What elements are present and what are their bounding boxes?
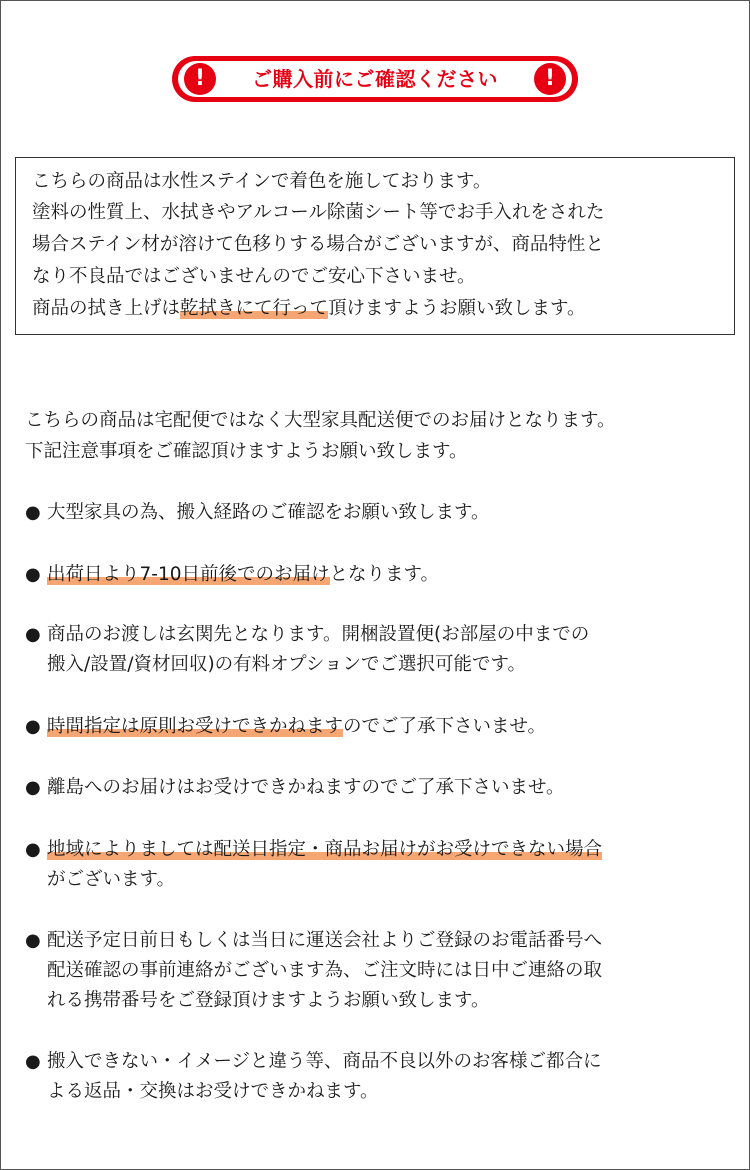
list-item-6-line-1 (47, 835, 747, 865)
notice-header (172, 56, 578, 102)
list-item-2 (47, 560, 747, 590)
notice-line-5-post: 頂けますようお願い致します。 (328, 298, 586, 319)
bullet-dot: ● (25, 502, 41, 523)
intro-line-1: こちらの商品は宅配便ではなく大型家具配送便でのお届けとなります。 (25, 410, 616, 431)
notice-line-4: なり不良品ではございませんのでご安心下さいませ。 (32, 266, 476, 287)
notice-line-1: こちらの商品は水性ステインで着色を施しております。 (32, 171, 492, 192)
notice-header-inner (178, 61, 572, 97)
list-item-8-line-1: 搬入できない・イメージと違う等、商品不良以外のお客様ご都合に (47, 1051, 602, 1072)
bullet-dot: ● (25, 777, 41, 798)
exclamation-icon-right: ! (534, 63, 566, 95)
exclamation-icon-left: ! (184, 63, 216, 95)
list-item-1: 大型家具の為、搬入経路のご確認をお願い致します。 (47, 502, 490, 523)
list-item-4-rest: のでご了承下さいませ。 (343, 716, 546, 737)
list-item-4-highlight: 時間指定は原則お受けできかねます (47, 716, 344, 737)
notice-line-5 (32, 294, 732, 324)
list-item-2-rest: となります。 (329, 564, 440, 585)
bullet-dot: ● (25, 1051, 41, 1072)
header-title: ご購入前にご確認ください (252, 67, 498, 91)
list-item-6-highlight: 地域によりましては配送日指定・商品お届けがお受けできない場合 (47, 839, 603, 860)
notice-line-3: 場合ステイン材が溶けて色移りする場合がございますが、商品特性と (32, 234, 604, 255)
list-item-7-line-2: 配送確認の事前連絡がございます為、ご注文時には日中ご連絡の取 (47, 960, 603, 981)
notice-line-2: 塗料の性質上、水拭きやアルコール除菌シート等でお手入れをされた (32, 202, 605, 223)
list-item-7-line-3: れる携帯番号をご登録頂けますようお願い致します。 (47, 990, 490, 1011)
list-item-5: 離島へのお届けはお受けできかねますのでご了承下さいませ。 (47, 777, 565, 798)
list-item-3-line-1: 商品のお渡しは玄関先となります。開梱設置便(お部屋の中までの (47, 624, 590, 645)
list-item-7-line-1: 配送予定日前日もしくは当日に運送会社よりご登録のお電話番号へ (47, 930, 603, 951)
bullet-dot: ● (25, 839, 41, 860)
bullet-dot: ● (25, 930, 41, 951)
notice-highlight: 乾拭きにて行って (180, 298, 329, 319)
intro-line-2: 下記注意事項をご確認頂けますようお願い致します。 (25, 441, 468, 462)
bullet-dot: ● (25, 564, 41, 585)
list-item-8-line-2: よる返品・交換はお受けできかねます。 (47, 1081, 379, 1102)
list-item-3-line-2: 搬入/設置/資材回収)の有料オプションでご選択可能です。 (47, 654, 527, 675)
list-item-6-line-2: がございます。 (47, 869, 176, 890)
stain-notice-box (15, 157, 735, 335)
list-item-4 (47, 712, 747, 742)
notice-line-5-pre: 商品の拭き上げは (32, 298, 181, 319)
bullet-dot: ● (25, 716, 41, 737)
list-item-2-highlight: 出荷日より7-10日前後でのお届け (47, 564, 330, 585)
bullet-dot: ● (25, 624, 41, 645)
